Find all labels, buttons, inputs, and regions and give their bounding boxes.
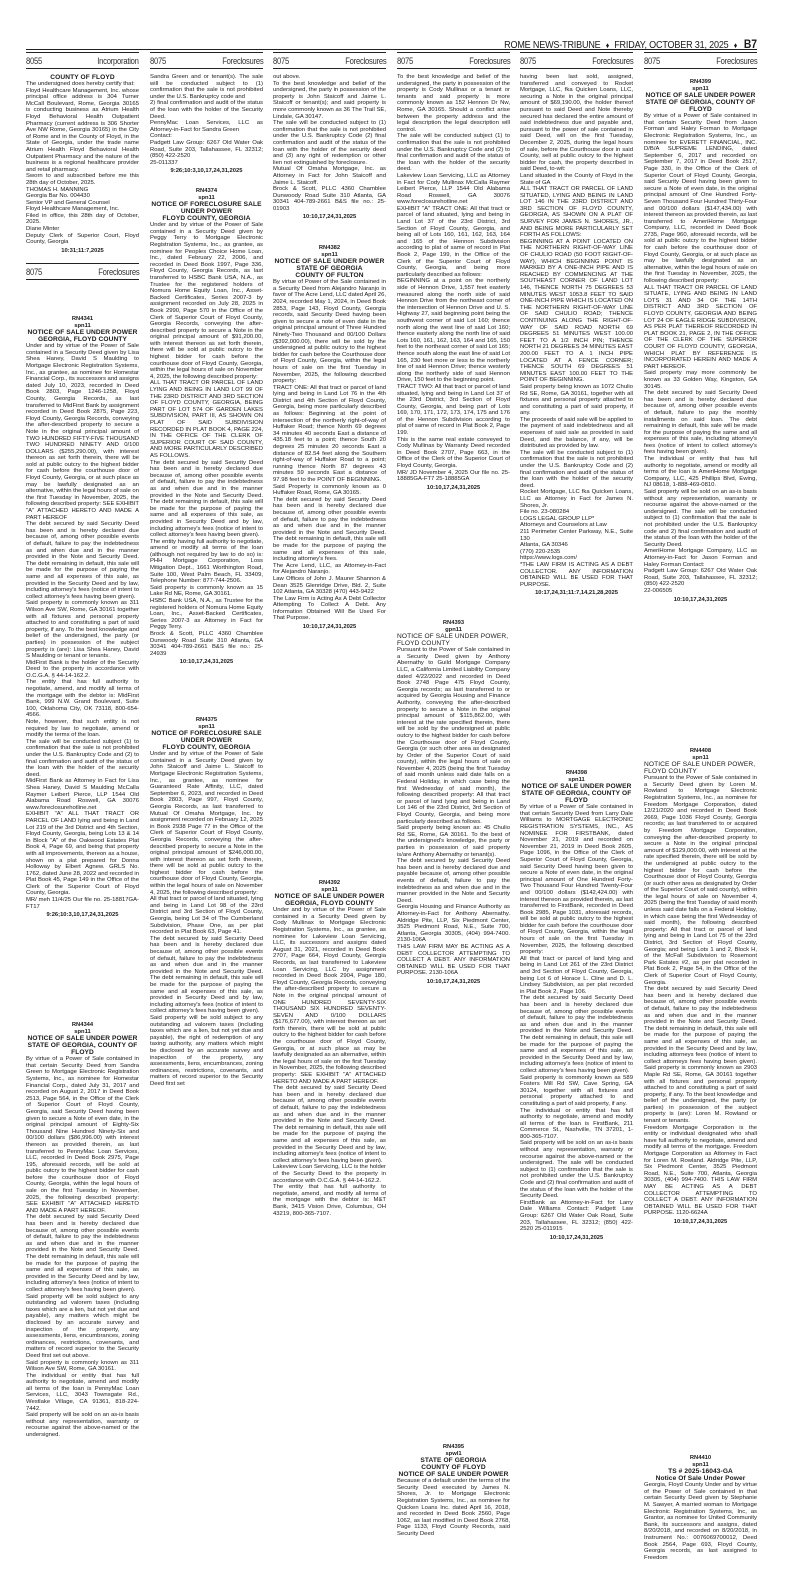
section-header — [397, 52, 510, 69]
notice-paragraph: Freedom Mortgage Corporation is the entity or individual designated who shall have full authority to negotiate, amend and modify all terms of the mortgage. Freedom Mortgage Corporation as Attorney in Fact for Loren M. Rowland. Aldridge Pite, LLP, Six Piedmont Center, 3525 Piedmont Road, N.E., Suite 700, Atlanta, Georgia 30305, (404) 994-7400. THIS LAW FIRM MAY BE ACTING AS A DEBT COLLECTOR ATTEMPTING TO COLLECT A DEBT. ANY INFORMATION OBTAINED WILL BE USED FOR THAT PURPOSE. 1120-6624A — [644, 1124, 757, 1217]
publication-dates: 10:10,17,24,31,2025 — [302, 214, 357, 221]
notice-id: RN4382 — [318, 245, 341, 251]
section-code: 8075 — [520, 55, 537, 66]
notice-paragraph: Pursuant to the Power of Sale contained in a Security Deed given by Loren M. Rowland to Mortgage Electronic Registration Systems, Inc., as nominee for Freedom Mortgage Corporation, dated 12/21/2020 and recorded in Deed Book 2669, Page 1036 Floyd County, Georgia records; as last transferred to or acquired by Freedom Mortgage Corporation, conveying the after-described property to secure a Note in the original principal amount of $129,000.00, with interest at the rate specified therein, there will be sold by the undersigned at public outcry to the highest bidder for cash before the Courthouse door of Floyd County, Georgia (or such other area as designated by Order of the Superior Court of said county), within the legal hours of sale on November 4, 2025 (being the first Tuesday of said month unless said date falls on a Federal Holiday, in which case being the first Wednesday of said month), the following described property: All that tract or parcel of land lying and being in Land Lot 75 of the 23rd District, 3rd Section of Floyd County, Georgia; and being Lots 1 and 2, Block H, of the McFall Subdivision to Rosemont Park Estates #2, as per plat recorded in Plat Book 2, Page 54, in the Office of the Clerk of Superior Court of Floyd County, Georgia. — [644, 775, 757, 986]
publication-dates: 10:10,17,24,31,2025 — [179, 659, 234, 666]
notice-paragraph: Said property will be sold subject to any outstanding ad valorem taxes (including taxes which are a lien, but not yet due and payable), the right of redemption of any taxing authority, any matters which might be disclosed by an accurate survey and inspection of the property, any assessments, liens, encumbrances, zoning ordinances, restrictions, covenants, and matters of record superior to the Security Deed first set — [150, 1014, 263, 1087]
notice-paragraph: Padgett Law Group: 6267 Old Water Oak Road, Suite 203, Tallahassee, FL 32312; (850) 422-2520 — [150, 139, 263, 160]
notice-code: spn11 — [692, 754, 709, 761]
notice-paragraph: The entity that has full authority to negotiate, amend, and modify all terms of the mortgage with the debtor is: MidFirst Bank, 999 N.W. Grand Boulevard, Suite 100, Oklahoma City, OK 73118, 800-654-4566. — [26, 679, 139, 719]
notice-paragraph: BEGINNING at a point on the northerly side of Hennon Drive, 1,557 feet easterly measured along the north side of said Hennon Drive from the northeast corner of the intersection of Hennon Drive and U. S. Highway 27, said beginning point being the southwest corner of said Lot 160; thence north along the west line of said Lot 160; thence easterly along the north line of said Lots 160, 161, 162, 163, 164 and 165, 150 feet to the northeast corner of said Lot 165; thence south along the east line of said Lot 165, 230 feet more or less to the northerly line of said Hennon Drive; thence westerly along the northerly side of said Hennon Drive, 150 feet to the beginning point. — [397, 278, 510, 384]
notice-paragraph: Said property is commonly known as 589 Fosters Mill Rd SW, Cave Spring, GA 30124, together with all fixtures and personal property attached to and constituting a part of said property, if any. — [520, 1074, 633, 1107]
notice-title: COUNTY OF FULTON — [295, 272, 364, 280]
notice-id: RN4399 — [689, 79, 712, 85]
notice-id: RN4341 — [71, 316, 94, 322]
section-header — [520, 52, 633, 69]
notice-paragraph: The debt secured by said Security Deed has been and is hereby declared due because of, among other possible events of default, failure to pay the indebtedness as and when due and in the manner provided in the Note and Security Deed. The debt remaining in default, this sale will be made for the purpose of paying the same and all expenses of this sale, as provided in the Security Deed and by law, including attorney's fees (notice of intent to collect attorney's fees having been given). — [26, 1214, 139, 1293]
section-label: Foreclosures — [221, 55, 263, 66]
diamond-icon: ♦ — [733, 41, 738, 50]
notice-paragraph: Sandra Green and or tenant(s). The sale will be conducted subject to (1) confirmation that the sale is not prohibited under the U.S. Bankruptcy code and — [150, 74, 263, 100]
notice-paragraph: The debt secured by said Security Deed has been and is hereby declared due because of, among other possible events of default, failure to pay the indebtedness as and when due and in the manner provided in the Note and Security Deed. The debt remaining in default, this sale will be made for the purpose of paying the same and all expenses of this sale, including attorney's fees. — [273, 496, 386, 563]
notice-paragraph: MidFirst Bank is the holder of the Security Deed to the property in accordance with O.C.G.A. § 44-14-162.2. — [26, 659, 139, 679]
legal-notice — [150, 717, 263, 1584]
notice-id: RN4408 — [689, 748, 712, 754]
legal-notice — [520, 74, 633, 734]
notice-title: FLOYD COUNTY, GEORGIA — [162, 215, 251, 223]
publication-dates: 10:10,17,24,31,2025 — [549, 1234, 604, 1241]
notice-title: NOTICE OF SALE UNDER POWER — [398, 1471, 509, 1479]
legal-notice — [150, 74, 263, 175]
notice-paragraph: https://www.logs.com/ — [520, 555, 577, 562]
notice-paragraph: 22-006505 — [644, 587, 673, 594]
notice-paragraph: Said property being known as: 45 Chulio Rd SE, Rome, GA 30161. To the best of the undersigned's knowledge, the party or parties in possession of said property is/are Anthony Abernathy or tenant(s). — [397, 825, 510, 858]
notice-paragraph: Lakeview Loan Servicing, LLC is the holder of the Security Deed to the property in accordance with O.C.G.A. § 44-14-162.2. — [273, 1164, 386, 1184]
notice-title: STATE OF GEORGIA — [296, 265, 363, 273]
notice-paragraph: Said property being known as 1072 Chulio Rd SE, Rome, GA 30161, together with all fixtures and personal property attached to and constituting a part of said property, if any. — [520, 383, 633, 417]
notice-paragraph: Said property may more commonly be known as 33 Golden Way, Kingston, GA 30145. — [644, 370, 757, 390]
notice-paragraph: All that tract or parcel of land situated, lying and being in Land Lot 98 of the 23rd District and 3rd Section of Floyd County, Georgia, being Lot 34 of The Cumberland Subdivision, Phase One, as per plat recorded in Plat Book 63, Page 41. — [150, 896, 263, 936]
notice-paragraph: Under and by virtue of the Power of Sale contained in a Security Deed given by Lisa Shea Haney, David S Maulding to Mortgage Electronic Registration Systems, Inc., as grantee, as nominee for Homestar Financial Corp., its successors and assigns dated July 10, 2023, recorded in Deed Book 2803, Page 1246-1258, Floyd County, Georgia Records, as last transferred to MidFirst Bank by assignment recorded in Deed Book 2875, Page 223, Floyd County, Georgia Records, conveying the after-described property to secure a Note in the original principal amount of TWO HUNDRED FIFTY-FIVE THOUSAND TWO HUNDRED NINETY AND 0/100 DOLLARS ($255,290.00), with interest thereon as set forth therein, there will be sold at public outcry to the highest bidder for cash before the courthouse door of Floyd County, Georgia, or at such place as may be lawfully designated as an alternative, within the legal hours of sale on the first Tuesday in November, 2025, the following described property: SEE EXHIBIT "A" ATTACHED HERETO AND MADE A PART HEREOF — [26, 343, 139, 521]
notice-paragraph: To the best knowledge and belief of the undersigned, the party in possession of the property is John Staicoff and Jaime L. Staicoff or tenant(s); and said property is more commonly known as 36 The Trail SE, Lindale, GA 30147. — [273, 80, 386, 120]
notice-code: spn11 — [692, 85, 709, 92]
notice-paragraph: THOMAS H. MANNING — [26, 186, 89, 193]
notice-paragraph: By virtue of a Power of Sale contained in that certain Security Deed from Jason Forman and Haley Forman to Mortgage Electronic Registration Systems, Inc., as nominee for EVERETT FINANCIAL, INC. D/B/A SUPREME LENDING, dated September 6, 2017 and recorded on September 7, 2017 in Deed Book 2517, Page 330, in the Office of the Clerk of Superior Court of Floyd County, Georgia, said Security Deed having been given to secure a Note of even date, in the original principal amount of One Hundred Forty-Seven Thousand Four Hundred Thirty-Four and 00/100 dollars ($147,434.00) with interest thereon as provided therein, as last transferred to AmeriHome Mortgage Company, LLC, recorded in Deed Book 2735, Page 960, aforesaid records, will be sold at public outcry to the highest bidder for cash before the courthouse door of Floyd County, Georgia, or at such place as may be lawfully designated as an alternative, within the legal hours of sale on the first Tuesday in November, 2025, the following described property: — [644, 113, 757, 285]
section-code: 8075 — [273, 55, 290, 66]
notice-paragraph: LOGS LEGAL GROUP LLP* — [520, 515, 595, 522]
notice-title: NOTICE OF SALE UNDER POWER — [274, 893, 385, 901]
publication-dates: 9:26;10:3,10,17,24,31,2025 — [46, 912, 119, 919]
notice-paragraph: PennyMac Loan Services, LLC as Attorney-in-Fact for Sandra Green — [150, 120, 263, 133]
notice-paragraph: Said property will be sold subject to any outstanding ad valorem taxes (including taxes which are a lien, but not yet due and payable), any matters which might be disclosed by an accurate survey and inspection of the property, any assessments, liens, encumbrances, zoning ordinances, restrictions, covenants, and matters of record superior to the Security Deed first set out above. — [26, 1293, 139, 1359]
notice-title: NOTICE OF FORECLOSURE SALE UNDER POWER — [151, 730, 262, 745]
notice-paragraph: FirstBank as Attorney-in-Fact for Larry Dale Williams Contact: Padgett Law Group: 6267 Old Water Oak Road, Suite 203, Tallahassee, FL 32312; (850) 422-2520 25-011915 — [520, 1199, 633, 1233]
notice-paragraph: ALL THAT TRACT OR PARCEL OF LAND SITUATED, LYING AND BEING IN LAND LOT 146 IN THE 23RD DISTRICT AND 3RD SECTION OF FLOYD COUNTY, GEORGIA, AS SHOWN ON A PLAT OF SURVEY FOR JAMES N. SHORES, JR., AND BEING MORE PARTICULARLY SET FORTH AS FOLLOWS: — [520, 186, 633, 239]
notice-paragraph: The debt secured by said Security Deed has been and is hereby declared due because of, among other possible events of default, failure to pay the indebtedness as and when due and in the manner provided in the Note and Security Deed. The debt remaining in default, this sale will be made for the purpose of paying the same and all expenses of this sale, as provided in the Security Deed and by law, including attorneys fees (notice of intent to collect attorneys fees having been given). Said property is commonly known as 2903 Maple Rd SE, Rome, GA 30161 together with all fixtures and personal property attached to and constituting a part of said property, if any. To the best knowledge and belief of the undersigned, the party (or parties) in possession of the subject property is (are): Loren M. Rowland or tenant or tenants. — [644, 986, 757, 1125]
notice-paragraph: Said property will be sold on an as-is basis without any representation, warranty or recourse against the above-named or the undersigned. — [26, 1412, 139, 1439]
notice-paragraph: By virtue of a Power of Sale contained in that certain Security Deed from Sandra Green to Mortgage Electronic Registration Systems, Inc., as nominee for Homestar Financial Corp., dated July 31, 2017 and recorded on August 2, 2017 in Deed Book 2513, Page 564, in the Office of the Clerk of Superior Court of Floyd County, Georgia, said Security Deed having been given to secure a Note of even date, in the original principal amount of Eighty-Six Thousand Nine Hundred Ninety-Six and 00/100 dollars ($86,996.00) with interest thereon as provided therein, as last transferred to PennyMac Loan Services, LLC, recorded in Deed Book 2975, Page 195, aforesaid records, will be sold at public outcry to the highest bidder for cash before the courthouse door of Floyd County, Georgia, within the legal hours of sale on the first Tuesday in November, 2025, the following described property: SEE EXHIBIT "A" ATTACHED HERETO AND MADE A PART HEREOF. — [26, 1056, 139, 1214]
legal-notice — [273, 245, 386, 865]
notice-paragraph: The sale will be conducted subject to (1) confirmation that the sale is not prohibited under the U.S. Bankruptcy Code and (2) final confirmation and audit of the status of the loan with the holder of the security deed. — [520, 449, 633, 489]
notice-code: gpn11 — [445, 626, 462, 633]
notice-paragraph: All that tract or parcel of land lying and being in Land Lot 261 of the 23rd District and 3rd Section of Floyd County, Georgia, being Lot 6 of Horace L. Cline and D. L. Lindsey Subdivision, as per plat recorded in Plat Book 2, Page 106. — [520, 955, 633, 995]
legal-notice — [397, 620, 510, 1420]
notice-title: COUNTY OF FLOYD — [50, 74, 115, 81]
notice-code: spn11 — [74, 322, 91, 329]
section-label: Foreclosures — [97, 266, 139, 277]
column-6 — [644, 52, 757, 1584]
notice-paragraph: Georgia Bar No. 004430 — [26, 193, 90, 200]
notice-title: GEORGIA, FLOYD COUNTY — [285, 900, 374, 908]
section-header — [273, 52, 386, 69]
notice-paragraph: 25-011337 — [150, 159, 178, 166]
notice-paragraph: ALL THAT TRACT OR PARCEL OF LAND LYING AND BEING IN LAND LOT 99 OF THE 23RD DISTRICT AND 3RD SECTION OF FLOYD COUNTY, GEORGIA, BEING PART OF LOT 574 OF GARDEN LAKES SUBDIVISION, PART III, AS SHOWN ON PLAT OF SAID SUBDIVISION RECORDED IN PLAT BOOK 4, PAGE 224, IN THE OFFICE OF THE CLERK OF SUPERIOR COURT OF SAID COUNTY, AND MORE PARTICULARLY DESCRIBED AS FOLLOWS. — [150, 380, 263, 459]
notice-title: NOTICE OF SALE UNDER POWER, FLOYD COUNTY — [644, 761, 756, 776]
publication-dates: 10:31;11:7,2025 — [61, 247, 104, 254]
notice-paragraph: Atlanta, GA 30346 — [520, 542, 568, 549]
section-code: 8075 — [150, 55, 167, 66]
notice-title: TS # 2025-16043-GA — [668, 1468, 733, 1476]
notice-paragraph: Brock & Scott, PLLC 4360 Chamblee Dunwoody Road Suite 310 Atlanta, GA 30341 404-789-2661 B&S file no.: 25-01903 — [273, 186, 386, 212]
notice-id: RN4395 — [442, 1444, 465, 1450]
notice-paragraph: The debt secured by said Security Deed has been and is hereby declared due because of, among other possible events of default, failure to pay the indebtedness as and when due and in the manner provided in the Note and Security Deed. The debt remaining in default, this sale will be made for the purpose of paying the same and all expenses of this sale, as provided in the Security Deed and by law, including attorney's fees (notice of intent to collect attorney's fees having been given). — [273, 1085, 386, 1164]
notice-title: NOTICE OF SALE UNDER POWER — [645, 92, 756, 100]
section-header — [26, 263, 139, 280]
paper-name: ROME NEWS-TRIBUNE — [504, 39, 601, 51]
notice-paragraph: Georgia, Floyd County Under and by virtue of the Power of Sale contained in that certain Security Deed given by Stephanie M. Sawyer, A married woman to Mortgage Electronic Registration Systems, Inc, as Grantor, as nominee for United Community Bank, its successors and assigns, dated 8/20/2018, and recorded on 8/20/2018, in Instrument No.: 0076069700012, Deed Book 2564, Page 693, Floyd County, Georgia records, as last assigned to Freedom — [644, 1482, 757, 1561]
column-3 — [273, 52, 386, 1584]
notice-code: spn11 — [321, 251, 338, 258]
notice-title: NOTICE OF SALE UNDER POWER, FLOYD COUNTY — [397, 633, 509, 648]
publication-dates: 10:17,24,31;11:7,14,21,28,2025 — [535, 590, 618, 597]
notice-paragraph: The debt secured by said Security Deed has been and is hereby declared due because of, among other possible events of default, failure to pay the indebtedness as and when due and in the manner provided in the Note and Security Deed. The debt remaining in default, this sale will be made for the purpose of paying the same and all expenses of this sale, as provided in Security Deed and by law, including attorney's fees (notice of intent to collect attorney's fees having been given). — [150, 459, 263, 539]
section-header — [644, 52, 757, 69]
legal-notice — [273, 880, 386, 1584]
notice-paragraph: Under and by virtue of the Power of Sale contained in a Security Deed given by John Staicoff and Jaime L. Staicoff to Mortgage Electronic Registration Systems, Inc., as grantee, as nominee for Guaranteed Rate Affinity, LLC, dated September 6, 2023, and recorded in Deed Book 2803, Page 997, Floyd County, Georgia Records, as last transferred to Mutual Of Omaha Mortgage, Inc. by assignment recorded on February 12, 2025 in Book 2938 Page 77 in the Office of the Clerk of Superior Court of Floyd County, Georgia Records, conveying the after-described property to secure a Note in the original principal amount of $246,000.00, with interest thereon as set forth therein, there will be sold at public outcry to the highest bidder for cash before the courthouse door of Floyd County, Georgia, within the legal hours of sale on November 4, 2025, the following described property: — [150, 751, 263, 896]
notice-paragraph: EXHIBIT "A" TRACT ONE: All that tract or parcel of land situated, lying and being in Land Lot 37 of the 23rd District, 3rd Section of Floyd County, Georgia, and being all of Lots 160, 161, 162, 163, 164 and 165 of the Hennon Subdivision according to plat of same of record in Plat Book 2, Page 199, in the Office of the Clerk of the Superior Court of Floyd County, Georgia, and being more particularly described as follows: — [397, 205, 510, 278]
notice-paragraph: Said property will be sold on an as-is basis without any representation, warranty or recourse against the above-named or the undersigned. The sale will be conducted subject to (1) confirmation that the sale is not prohibited under the U.S. Bankruptcy Code and (2) final confirmation and audit of the status of the loan with the holder of the Security Deed. — [520, 1140, 633, 1200]
notice-title: STATE OF GEORGIA, COUNTY OF FLOYD — [645, 99, 756, 114]
notice-paragraph: *THE LAW FIRM IS ACTING AS A DEBT COLLECTOR. ANY INFORMATION OBTAINED WILL BE USED FOR THAT PURPOSE. — [520, 561, 633, 588]
notice-paragraph: The sale will be conducted subject to (1) confirmation that the sale is not prohibited under the U.S. Bankruptcy Code (2) final confirmation and audit of the status of the loan with the holder of the security deed and (3) any right of redemption or other lien not extinguished by foreclosure. — [273, 120, 386, 166]
section-label: Foreclosures — [468, 55, 510, 66]
notice-paragraph: Sworn to and subscribed before me this 28th day of October, 2025. — [26, 173, 139, 186]
section-label: Incorporation — [97, 55, 139, 66]
notice-id: RN4374 — [195, 188, 218, 194]
notice-title: NOTICE OF SALE UNDER POWER — [27, 329, 138, 337]
issue-date: FRIDAY, OCTOBER 31, 2025 — [614, 39, 729, 51]
publication-dates: 10:10,17,24,31,2025 — [426, 484, 481, 491]
publication-dates: 9:26;10:3,10,17,24,31,2025 — [170, 168, 243, 175]
legal-notice — [26, 316, 139, 1006]
notice-paragraph: Said Property is commonly known as 0 Huffaker Road, Rome, GA 30165. — [273, 483, 386, 497]
notice-id: RN4344 — [71, 1022, 94, 1028]
notice-paragraph: The debt secured by said Security Deed has been and is hereby declared due and payable because of, among other possible events of default, failure to pay the indebtedness as and when due and in the manner provided in the Note and Security Deed. — [397, 858, 510, 904]
notice-paragraph: The debt secured by said Security Deed has been and is hereby declared due because of, among other possible events of default, failure to pay the indebtedness as and when due and in the manner provided in the Note and Security Deed. The debt remaining in default, this sale will be made for the purpose of paying the same and all expenses of this sale, as provided in the Security Deed and by law, including attorney's fees (notice of intent to collect attorney's fees having been given). — [26, 521, 139, 600]
notice-title: NOTICE OF SALE UNDER POWER — [521, 783, 632, 791]
notice-title: COUNTY OF FLOYD — [421, 1464, 486, 1472]
publication-dates: 10:10,17,24,31,2025 — [302, 624, 357, 631]
notice-paragraph: (770) 220-2535 — [520, 548, 561, 555]
notice-id: RN4375 — [195, 717, 218, 723]
section-label: Foreclosures — [591, 55, 633, 66]
notice-title: STATE OF GEORGIA, COUNTY OF FLOYD — [521, 790, 632, 805]
notice-paragraph: Rocket Mortgage, LLC fka Quicken Loans, LLC as Attorney in Fact for James N. Shores, Jr. — [520, 489, 633, 509]
notice-paragraph: The sale will be conducted subject (1) to confirmation that the sale is not prohibited under the U.S. Bankruptcy Code and (2) to final confirmation and audit of the status of the loan with the holder of the security deed. — [397, 133, 510, 173]
notice-paragraph: The Acre Lend, LLC, as Attorney-in-Fact for Alejandro Naranjo. — [273, 562, 386, 576]
notice-paragraph: out above. — [273, 74, 301, 80]
notice-paragraph: Said property is commonly known as 311 Wilson Ave SW, Rome, GA 30161 together with all fixtures and personal property attached to and constituting a part of said property, if any. To the best knowledge and belief of the undersigned, the party (or parties) in possession of the subject property is (are): Lisa Shea Haney, David S Maulding or tenant or tenants. — [26, 600, 139, 660]
notice-paragraph: The sale will be conducted subject (1) to confirmation that the sale is not prohibited under the U.S. Bankruptcy Code and (2) to final confirmation and audit of the status of the loan with the holder of the security deed. — [26, 738, 139, 778]
legal-notice — [273, 74, 386, 224]
notice-paragraph: BEGINNING AT A POINT LOCATED ON THE NORTHERN RIGHT-OF-WAY LINE OF CHULIO ROAD (50 FOOT RIGHT-OF-WAY), WHICH BEGINNING POINT IS MARKED BY A ONE-INCH PIPE AND IS REACHED BY COMMENCING AT THE SOUTHEAST CORNER OF LAND LOT 146, THENCE NORTH 75 DEGREES 53 MINUTES WEST 1053.8 FEET TO SAID ONE-INCH PIPE WHICH IS LOCATED ON THE NORTHERN RIGHT-OF-WAY LINE OF SAID CHULIO ROAD; THENCE CONTINUING ALONG THE RIGHT-OF-WAY OF SAID ROAD NORTH 69 DEGREES 51 MINUTES WEST 100.00 FEET TO A 1/2 INCH PIN; THENCE NORTH 21 DEGREES 34 MINUTES EAST 200.00 FEET TO A 1 INCH PIPE LOCATED AT A FENCE CORNER; THENCE SOUTH 69 DEGREES 51 MINUTES EAST 100.00 FEET TO THE POINT OF BEGINNING. — [520, 238, 633, 384]
notice-title: Notice Of Sale Under Power — [655, 1475, 746, 1483]
legal-notice — [644, 79, 757, 729]
notice-paragraph: ALL THAT TRACT OR PARCEL OF LAND SITUATE, LYING AND BEING IN LAND LOTS 31 AND 34 OF THE 14TH DISTRICT AND 3RD SECTION OF FLOYD COUNTY, GEORGIA AND BEING LOT 24 OF EAGLE RIDGE SUBDIVISION, AS PER PLAT THEREOF RECORDED IN PLAT BOOK 21, PAGE 2, IN THE OFFICE OF THE CLERK OF THE SUPERIOR COURT OF FLOYD COUNTY, GEORGIA, WHICH PLAT BY REFERENCE IS INCORPORATED HEREIN AND MADE A PART HEREOF. — [644, 284, 757, 370]
notice-paragraph: Padgett Law Group: 6267 Old Water Oak Road, Suite 203, Tallahassee, FL 32312; (850) 422-2520 — [644, 568, 757, 588]
notice-paragraph: Attorneys and Counselors at Law — [520, 522, 607, 529]
section-label: Foreclosures — [344, 55, 386, 66]
notice-paragraph: Lakeview Loan Servicing, LLC as Attorney in Fact for Cody Mullinax McCalla Raymer Leibert Pierce, LLP 1544 Old Alabama Road Roswell, GA 30076 www.foreclosurehotline.net — [397, 172, 510, 206]
notice-code: spn11 — [198, 723, 215, 730]
notice-paragraph: By virtue of a Power of Sale contained in that certain Security Deed from Larry Dale Williams to MORTGAGE ELECTRONIC REGISTRATION SYSTEMS, INC., AS NOMINEE FOR FIRSTBANK, dated November 21, 2019 and recorded on November 21, 2019 in Deed Book 2605, Page 1096, in the Office of the Clerk of Superior Court of Floyd County, Georgia, said Security Deed having been given to secure a Note of even date, in the original principal amount of One Hundred Forty-Two Thousand Four Hundred Twenty-Four and 00/100 dollars ($142,424.00) with interest thereon as provided therein, as last transferred to FirstBank, recorded in Deed Book 2985, Page 1031, aforesaid records, will be sold at public outcry to the highest bidder for cash before the courthouse door of Floyd County, Georgia, within the legal hours of sale on the first Tuesday in November, 2025, the following described property: — [520, 804, 633, 956]
notice-title: GEORGIA, FLOYD COUNTY — [38, 336, 127, 344]
notice-paragraph: Brock & Scott, PLLC 4360 Chamblee Dunwoody Road Suite 310 Atlanta, GA 30341 404-789-2661 B&S file no.: 25-24939 — [150, 631, 263, 657]
notice-paragraph: 211 Perimeter Center Parkway, N.E., Suite 130 — [520, 528, 633, 542]
notice-paragraph: By virtue of Power of the Sale contained in a Security Deed from Alejandro Naranjo in favor of The Acre Lend, LLC dated April 26, 2024, recorded May 1, 2024, in Deed Book 2853, Page 143, Floyd County, Georgia records, said Security Deed having been given to secure a note of even date in the original principal amount of Three Hundred Ninety-Two Thousand and 00/100 Dollars ($392,000.00), there will be sold by the undersigned at public outcry to the highest bidder for cash before the Courthouse door of Floyd County, Georgia, within the legal hours of sale on the first Tuesday in November, 2025, the following described property: — [273, 279, 386, 385]
notice-paragraph: The proceeds of said sale will be applied to the payment of said indebtedness and all expenses of said sale as provided in said Deed, and the balance, if any, will be distributed as provided by law. — [520, 416, 633, 450]
notice-paragraph: Note, however, that such entity is not required by law to negotiate, amend or modify the terms of the loan. — [26, 719, 139, 739]
section-header — [150, 52, 263, 69]
notice-paragraph: The debt secured by said Security Deed has been and is hereby declared due because of, among other possible events of default, failure to pay the monthly installments on said loan. The debt remaining in default, this sale will be made for the purpose of paying the same and all expenses of this sale, including attorney's fees (notice of intent to collect attorney's fees having been given). — [644, 390, 757, 456]
notice-paragraph: To the best knowledge and belief of the undersigned, the party in possession of the property is Cody Mullinax or a tenant or tenants and said property is more commonly known as 152 Hennon Dr Nw, Rome, GA 30165. Should a conflict arise between the property address and the legal description the legal description will control. — [397, 74, 510, 133]
legal-notice — [397, 1444, 510, 1584]
notice-title: NOTICE OF SALE UNDER POWER — [274, 258, 385, 266]
notice-paragraph: Said property will be sold on an as-is basis without any representation, warranty or recourse against the above-named or the undersigned. The sale will be conducted subject to (1) confirmation that the sale is not prohibited under the U.S. Bankruptcy code and 2) final confirmation and audit of the status of the loan with the holder of the Security Deed. — [644, 489, 757, 548]
notice-title: FLOYD COUNTY, GEORGIA — [162, 744, 251, 752]
notice-id: RN4410 — [689, 1455, 712, 1461]
notice-title: NOTICE OF FORECLOSURE SALE UNDER POWER — [151, 201, 262, 216]
notice-id: RN4393 — [442, 620, 465, 626]
notice-paragraph: TRACT ONE: All that tract or parcel of land lying and being in Land Lot 76 in the 4th District and 4th Section of Floyd County, Georgia, being more particularly described as follows: Beginning at the point of intersection of the northerly right-of-way of Huffaker Road; thence North 69 degrees 34 minutes 40 seconds East a distance of 435.18 feet to a point; thence South 20 degrees 25 minutes 20 seconds East a distance of 82.54 feet along the Southern right-of-way of Huffaker Road to a point; running thence North 87 degrees 43 minutes 59 seconds East a distance of 97.98 feet to the POINT OF BEGINNING. — [273, 384, 386, 483]
notice-paragraph: Said property is commonly known as 15 Lake Rd NE, Rome, GA 30161. — [150, 584, 263, 598]
notice-paragraph: Deputy Clerk of Superior Court, Floyd County, Georgia — [26, 232, 139, 246]
notice-paragraph: Floyd Healthcare Management, Inc. whose principal office address is 304 Turner McCall Boulevard, Rome, Georgia 30165 is conducting business as Atrium Health Floyd Behavioral Health Outpatient Pharmacy (current address is 306 Shorter Ave NW Rome, Georgia 30165) in the City of Rome and in the County of Floyd, in the State of Georgia, under the trade name Atrium Health Floyd Behavioral Health Outpatient Pharmacy and the nature of the business is a regional healthcare provider and retail pharmacy. — [26, 87, 139, 173]
notice-code: spn11 — [692, 1461, 709, 1468]
notice-paragraph: File no. 23-080284 — [520, 509, 570, 516]
column-1 — [26, 52, 139, 1584]
notice-paragraph: The entity that has full authority to negotiate, amend, and modify all terms of the mortgage with the debtor is: M&T Bank, 3415 Vision Drive, Columbus, OH 43219, 800-365-7107. — [273, 1184, 386, 1217]
notice-paragraph: The entity having full authority to negotiate, amend or modify all terms of the loan (although not required by law to do so) is: PHH Mortgage Corporation, Loss Mitigation Dept., 1661 Worthington Road, Suite 100, West Palm Beach, FL 33409, Telephone Number: 877-744-2506. — [150, 538, 263, 585]
notice-code: spn11 — [74, 1028, 91, 1035]
section-header — [26, 52, 139, 69]
section-label: Foreclosures — [715, 55, 757, 66]
legal-notice — [26, 74, 139, 254]
section-code: 8055 — [26, 55, 43, 66]
notice-paragraph: The debt secured by said Security Deed has been and is hereby declared due because of, among other possible events of default, failure to pay the indebtedness as and when due and in the manner provided in the Note and Security Deed. The debt remaining in default, this sale will be made for the purpose of paying the same and all expenses of this sale, as provided in the Security Deed and by law, including attorney's fees (notice of intent to collect attorney's fees having been given). — [520, 995, 633, 1074]
legal-notice — [520, 770, 633, 1584]
notice-paragraph: MR/ meh 11/4/25 Our file no. 25-18817GA-FT17 — [26, 897, 139, 910]
notice-paragraph: EXHIBIT "A" ALL THAT TRACT OR PARCEL OF LAND lying and being in Land Lot 219 of the 3rd District and 4th Section, Floyd County, Georgia, being Lots 13 & 14 in Block "A" of the Oakwood Estates Plat Book 4, Page 69, and being that property with all improvements, thereon as a house, shown on a plat prepared for Donna Holloway by Elbert Agnew. GRLS No. 1762, dated June 28, 2022 and recorded in Plat Book 45, Page 149 in the Office of the Clerk of the Superior Court of Floyd County, Georgia. — [26, 811, 139, 897]
notice-paragraph: This is the same real estate conveyed to Cody Mullinax by Warranty Deed recorded in Deed Book 2707, Page 663, in the Office of the Clerk of the Superior Court of Floyd County, Georgia. — [397, 436, 510, 470]
column-2 — [150, 52, 263, 1584]
notice-paragraph: Because of a default under the terms of the Security Deed executed by James N. Shores, Jr. to Mortgage Electronic Registration Systems, Inc., as nominee for Quicken Loans Inc. dated April 16, 2018, and recorded in Deed Book 2560, Page 1062, as last modified in Deed Book 2768, Page 1133, Floyd County Records, said Security Deed — [397, 1478, 510, 1537]
notice-paragraph: Law Offices of John J. Maurer Shannon & Dean 3525 Glenridge Drive, Bld. 2, Suite 102 Atlanta, GA 30328 (470) 443-9422 — [273, 575, 386, 596]
section-code: 8075 — [397, 55, 414, 66]
notice-title: STATE OF GEORGIA — [420, 1457, 487, 1465]
notice-id: RN4398 — [565, 770, 588, 776]
notice-paragraph: AmeriHome Mortgage Company, LLC as Attorney-in-Fact for Jason Forman and Haley Forman Contact: — [644, 548, 757, 568]
notice-paragraph: The undersigned does hereby certify that: — [26, 81, 135, 87]
notice-title: STATE OF GEORGIA, COUNTY OF FLOYD — [27, 1042, 138, 1057]
notice-paragraph: Land situated in the County of Floyd in the State of GA — [520, 172, 633, 186]
notice-paragraph: Filed in office, this 28th day of October, 2025. — [26, 212, 139, 226]
notice-code: spn11 — [321, 886, 338, 893]
notice-paragraph: Under and by virtue of the Power of Sale contained in a Security Deed given by Cody Mullinax to Mortgage Electronic Registration Systems, Inc., as grantee, as nominee for Lakeview Loan Servicing, LLC, its successors and assigns dated August 31, 2021, recorded in Deed Book 2707, Page 664, Floyd County, Georgia Records, as last transferred to Lakeview Loan Servicing, LLC by assignment recorded in Deed Book 2904, Page 180, Floyd County, Georgia Records, conveying the after-described property to secure a Note in the original principal amount of ONE HUNDRED SEVENTY-SIX THOUSAND SIX HUNDRED SEVENTY-SEVEN AND 0/100 DOLLARS ($176,677.00), with interest thereon as set forth therein, there will be sold at public outcry to the highest bidder for cash before the courthouse door of Floyd County, Georgia, or at such place as may be lawfully designated as an alternative, within the legal hours of sale on the first Tuesday in November, 2025, the following described property: SEE EXHIBIT "A" ATTACHED HERETO AND MADE A PART HEREOF. — [273, 907, 386, 1085]
notice-paragraph: Said property is commonly known as 311 Wilson Ave SW, Rome, GA 30161. — [26, 1359, 139, 1373]
notice-paragraph: MR/ JD November 4, 2025 Our file no. 25-18885GA-FT7 25-18885GA — [397, 469, 510, 483]
notice-paragraph: Under and by virtue of the Power of Sale contained in a Security Deed given by Peggy Terry to Mortgage Electronic Registration Systems, Inc., as grantee, as nominee for Peoples Choice Home Loan, Inc., dated February 22, 2006, and recorded in Deed Book 1997, Page 336, Floyd County, Georgia Records, as last transferred to HSBC Bank USA, N.A., as Trustee for the registered holders of Nomura Home Equity Loan, Inc., Asset-Backed Certificates, Series 2007-3 by assignment recorded on July 28, 2025 in Book 2990, Page 570 in the Office of the Clerk of Superior Court of Floyd County, Georgia Records, conveying the after-described property to secure a Note in the original principal amount of $91,200.00, with interest thereon as set forth therein, there will be sold at public outcry to the highest bidder for cash before the courthouse door of Floyd County, Georgia, within the legal hours of sale on November 4, 2025, the following described property: — [150, 222, 263, 380]
notice-paragraph: The individual or entity that has full authority to negotiate, amend or modify all terms of the loan is AmeriHome Mortgage Company, LLC, 425 Phillips Blvd, Ewing, NJ 08618, 1-888-469-0810. — [644, 456, 757, 489]
publication-dates: 10:10,17,24,31,2025 — [426, 978, 481, 985]
notice-paragraph: The individual or entity that has full authority to negotiate, amend and modify all terms of the loan is FirstBank, 211 Commerce St., Nashville, TN 37201, 1-800-365-7107. — [520, 1107, 633, 1140]
column-5 — [520, 52, 633, 1584]
notice-paragraph: TRACT TWO: All that tract or parcel of land situated, lying and being in Land Lot 37 of the 23rd District, 3rd Section of Floyd County, Georgia, and being part of Lots 169, 170, 171, 172, 173, 174, 175 and 176 of the Hennon Subdivision according to plat of same of record in Plat Book 2, Page 199. — [397, 383, 510, 437]
notice-paragraph: Contact: — [150, 133, 172, 140]
notice-paragraph: having been last sold, assigned, transferred and conveyed to Rocket Mortgage, LLC, fka Quicken Loans, LLC, securing a Note in the original principal amount of $69,190.00, the holder thereof pursuant to said Deed and Note thereby secured has declared the entire amount of said indebtedness due and payable and, pursuant to the power of sale contained in said Deed, will on the first Tuesday, December 2, 2025, during the legal hours of sale, before the Courthouse door in said County, sell at public outcry to the highest bidder for cash, the property described in said Deed, to-wit: — [520, 74, 633, 173]
legal-notice — [397, 74, 510, 604]
notice-paragraph: THIS LAW FIRM MAY BE ACTING AS A DEBT COLLECTOR ATTEMPTING TO COLLECT A DEBT. ANY INFORMATION OBTAINED WILL BE USED FOR THAT PURPOSE. 2130-106A — [397, 943, 510, 977]
top-rule — [26, 49, 757, 50]
notice-paragraph: The Law Firm is Acting As A Debt Collector Attempting To Collect A Debt. Any Information Obtained Will Be Used For That Purpose. — [273, 595, 386, 622]
publication-dates: 10:10,17,24,31,2025 — [673, 596, 728, 603]
notice-paragraph: Mutual Of Omaha Mortgage, Inc. as Attorney in Fact for John Staicoff and Jaime L. Staicoff. — [273, 166, 386, 186]
notice-paragraph: HSBC Bank USA, N.A., as Trustee for the registered holders of Nomura Home Equity Loan, Inc., Asset-Backed Certificates, Series 2007-3 as Attorney in Fact for Peggy Terry. — [150, 598, 263, 631]
legal-notice — [644, 748, 757, 1438]
notice-paragraph: The individual or entity that has full authority to negotiate, amend and modify all terms of the loan is PennyMac Loan Services, LLC, 3043 Townsgate Rd., Westlake Village, CA 91361, 818-224-7442. — [26, 1372, 139, 1412]
notice-id: RN4392 — [318, 880, 341, 886]
publication-dates: 10:10,17,24,31,2025 — [673, 1218, 728, 1225]
column-4 — [397, 52, 510, 1584]
legal-notice — [644, 1455, 757, 1584]
diamond-icon: ♦ — [605, 41, 610, 50]
notice-title: NOTICE OF SALE UNDER POWER — [27, 1035, 138, 1043]
notice-code: spwl1 — [445, 1450, 462, 1457]
notice-paragraph: Georgia Housing and Finance Authority as Attorney-in-Fact for Anthony Abernathy. Aldridge Pite, LLP, Six Piedmont Center, 3525 Piedmont Road, N.E., Suite 700, Atlanta, Georgia 30305, (404) 994-7400. 2130-106A — [397, 904, 510, 944]
notice-paragraph: Senior VP and General Counsel — [26, 199, 110, 206]
notice-code: spn11 — [568, 776, 585, 783]
section-code: 8075 — [644, 55, 661, 66]
page-number: B7 — [744, 37, 757, 51]
legal-notice — [26, 1022, 139, 1584]
notice-paragraph: Floyd Healthcare Management, Inc. — [26, 206, 120, 213]
legal-notice — [150, 188, 263, 698]
notice-code: spn11 — [198, 194, 215, 201]
section-code: 8075 — [26, 266, 43, 277]
notice-paragraph: 2) final confirmation and audit of the status of the loan with the holder of the Security Deed. — [150, 100, 263, 120]
notice-paragraph: Diane Minter — [26, 226, 60, 233]
notice-paragraph: MidFirst Bank as Attorney in Fact for Lisa Shea Haney, David S Maulding McCalla Raymer Leibert Pierce, LLP 1544 Old Alabama Road Roswell, GA 30076 www.foreclosurehotline.net — [26, 778, 139, 811]
notice-paragraph: Pursuant to the Power of Sale contained in a Security Deed given by Anthony Abernathy to Guild Mortgage Company LLC, a California Limited Liability Company dated 4/22/2022 and recorded in Deed Book 2748 Page 475 Floyd County, Georgia records; as last transferred to or acquired by Georgia Housing and Finance Authority, conveying the after-described property to secure a Note in the original principal amount of $115,862.00, with interest at the rate specified therein, there will be sold by the undersigned at public outcry to the highest bidder for cash before the Courthouse door of Floyd County, Georgia (or such other area as designated by Order of the Superior Court of said county), within the legal hours of sale on November 4, 2025 (being the first Tuesday of said month unless said date falls on a Federal Holiday, in which case being the first Wednesday of said month), the following described property: All that tract or parcel of land lying and being in Land Lot 146 of the 23rd District, 3rd Section of Floyd County, Georgia, and being more particularly described as follows. — [397, 647, 510, 825]
notice-paragraph: The debt secured by said Security Deed has been and is hereby declared due because of, among other possible events of default, failure to pay the indebtedness as and when due and in the manner provided in the Note and Security Deed. The debt remaining in default, this sale will be made for the purpose of paying the same and all expenses of this sale, as provided in Security Deed and by law, including attorney's fees (notice of intent to collect attorney's fees having been given). — [150, 935, 263, 1015]
